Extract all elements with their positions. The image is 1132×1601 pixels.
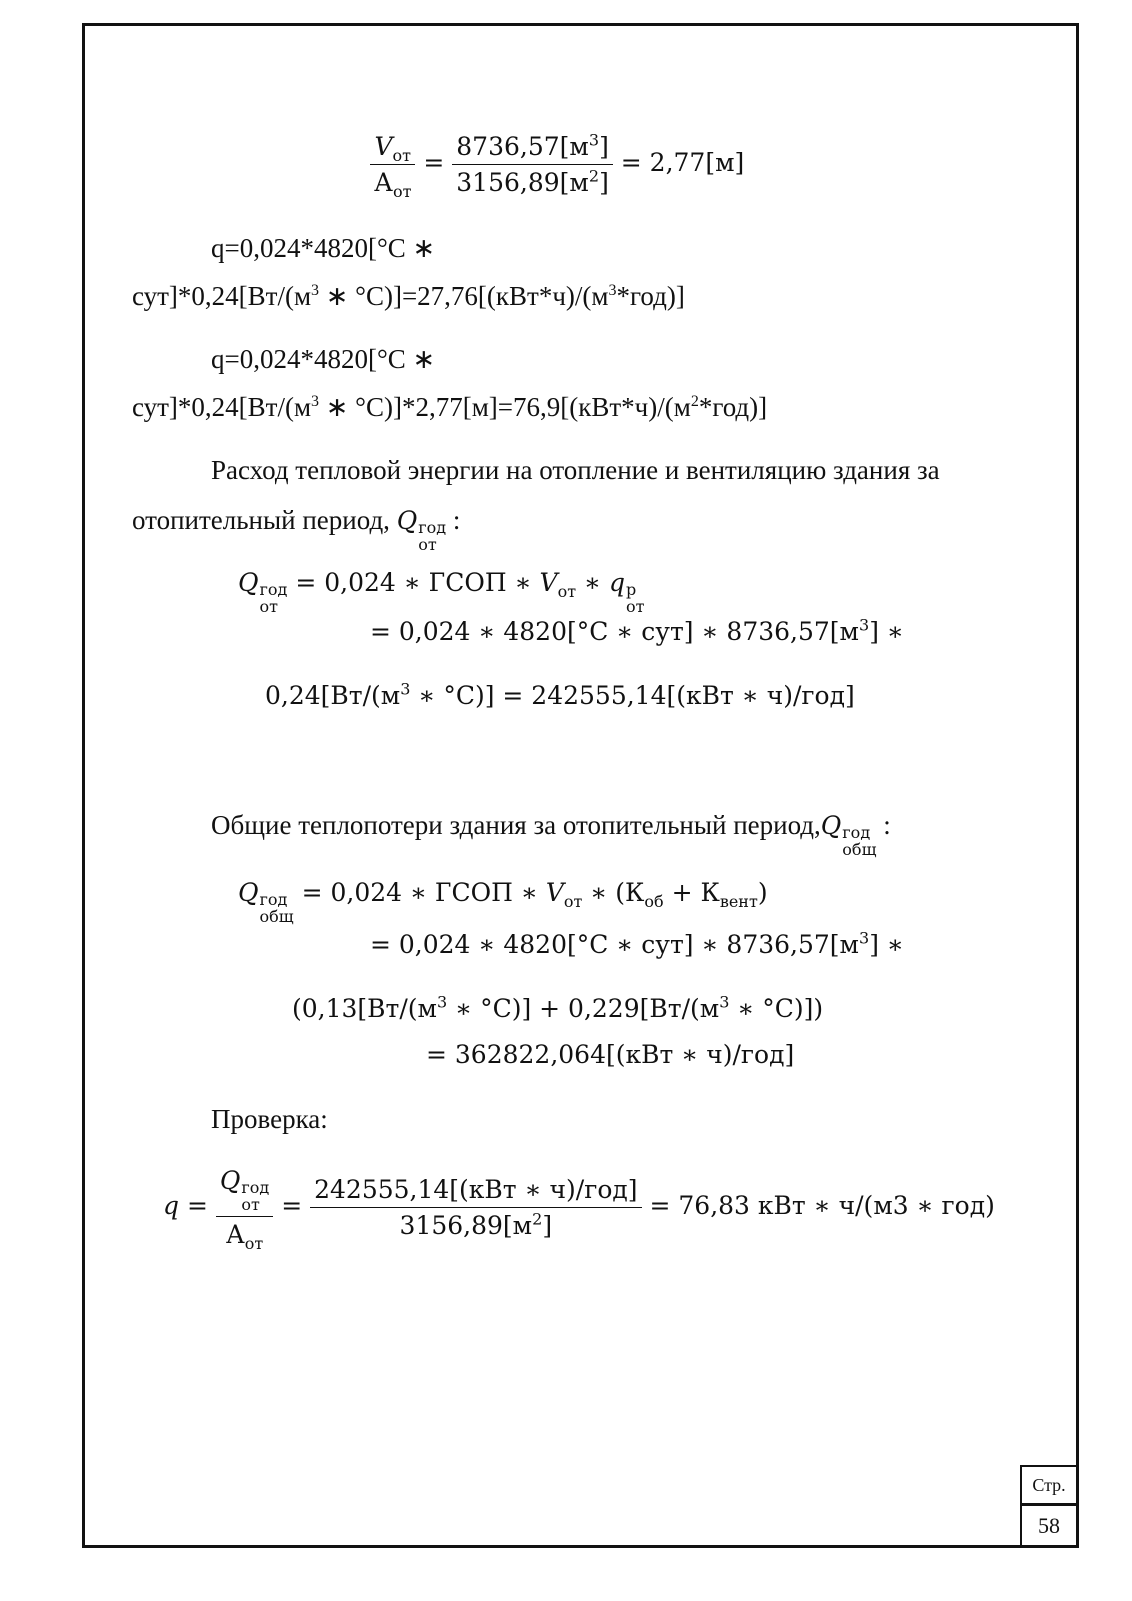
- text-part: :: [876, 810, 891, 840]
- text-part: + К: [663, 878, 720, 907]
- text-part: Общие теплопотери здания за отопительный период,: [211, 810, 821, 840]
- paragraph-heat-consumption-line-2: [132, 505, 460, 553]
- symbol-q: Q: [238, 878, 259, 907]
- page-stamp: [1020, 1465, 1076, 1545]
- superscript: 3: [311, 282, 320, 299]
- subscript: общ: [259, 907, 294, 926]
- equation-qot-line-1: [238, 568, 644, 615]
- equation-qobsh-line-1: [238, 878, 768, 925]
- symbol-v: V: [539, 568, 558, 597]
- superscript: 3: [608, 282, 617, 299]
- subscript: вент: [719, 892, 758, 911]
- symbol-a: А: [374, 168, 393, 197]
- text-part: ∗ °С)] = 242555,14[(кВт ∗ ч)/год]: [410, 681, 855, 710]
- numerator-text: 8736,57[м: [456, 132, 589, 161]
- text-part: = 0,024 ∗ 4820[°С ∗ сут] ∗ 8736,57[м: [370, 617, 860, 646]
- q-formula-1-line-1: q=0,024*4820[°С ∗: [211, 233, 436, 263]
- superscript: год: [259, 580, 288, 599]
- q-formula-1-line-2: [132, 281, 685, 312]
- superscript: 2: [690, 393, 699, 410]
- superscript: 3: [588, 130, 600, 150]
- subscript: от: [563, 892, 583, 911]
- denominator-text: 3156,89[м: [456, 168, 589, 197]
- numerator-tail: ]: [599, 132, 609, 161]
- equation-qot-line-2: [370, 617, 904, 646]
- numerator-text: 242555,14[(кВт ∗ ч)/год]: [310, 1175, 641, 1208]
- symbol-v: V: [374, 132, 393, 161]
- text-part: ∗ °С)]=27,76[(кВт*ч)/(м: [319, 281, 609, 311]
- equation-qobsh-line-2: [370, 930, 904, 959]
- superscript: 2: [532, 1209, 543, 1229]
- text-part: = 0,024 ∗ 4820[°С ∗ сут] ∗ 8736,57[м: [370, 930, 860, 959]
- symbol-q-small: q: [163, 1191, 180, 1220]
- subscript: от: [244, 1234, 264, 1253]
- text-part: ∗: [576, 568, 609, 597]
- text-part: ] ∗: [869, 617, 904, 646]
- symbol-a: А: [225, 1220, 245, 1249]
- subscript: от: [392, 182, 412, 201]
- superscript: год: [842, 823, 871, 842]
- superscript: 3: [859, 928, 870, 948]
- text-part: сут]*0,24[Вт/(м: [132, 281, 312, 311]
- text-part: :: [446, 505, 461, 535]
- fraction-values: [310, 1175, 641, 1240]
- text-part: (0,13[Вт/(м: [292, 994, 437, 1023]
- superscript: 3: [437, 992, 448, 1012]
- text-part: *год)]: [698, 392, 768, 422]
- text-part: ∗ (К: [582, 878, 645, 907]
- superscript: 3: [311, 393, 320, 410]
- subscript: от: [392, 146, 411, 165]
- subscript: от: [259, 597, 278, 616]
- denominator-tail: ]: [599, 168, 609, 197]
- text-part: = 0,024 ∗ ГСОП ∗: [287, 568, 540, 597]
- symbol-q: Q: [820, 811, 842, 840]
- superscript: 3: [719, 992, 730, 1012]
- text-part: отопительный период,: [132, 505, 390, 535]
- page-label: Стр.: [1020, 1465, 1076, 1504]
- paragraph-heat-consumption-line-1: Расход тепловой энергии на отопление и вентиляцию здания за: [211, 455, 940, 485]
- text-part: ∗ °С)] + 0,229[Вт/(м: [447, 994, 720, 1023]
- q-formula-2-line-1: q=0,024*4820[°С ∗: [211, 344, 436, 374]
- equation-result: = 76,83 кВт ∗ ч/(м3 ∗ год): [649, 1191, 995, 1220]
- text-part: сут]*0,24[Вт/(м: [132, 392, 312, 422]
- symbol-q: Q: [396, 506, 418, 535]
- text-part: *год)]: [616, 281, 685, 311]
- superscript: 3: [400, 679, 411, 699]
- equation-volume-area-ratio: [370, 130, 745, 201]
- equation-check: [163, 1166, 995, 1253]
- symbol-q: Q: [219, 1166, 241, 1195]
- text-part: ] ∗: [869, 930, 904, 959]
- paragraph-total-heat-loss: [211, 810, 891, 858]
- equation-qobsh-line-4: = 362822,064[(кВт ∗ ч)/год]: [426, 1040, 795, 1069]
- denominator-text: 3156,89[м: [399, 1211, 533, 1240]
- equation-qobsh-line-3: [292, 994, 823, 1023]
- q-formula-2-line-2: [132, 392, 767, 423]
- equation-qot-line-3: [265, 681, 855, 710]
- subscript: от: [241, 1195, 260, 1214]
- subscript: от: [557, 582, 577, 601]
- subscript: от: [626, 597, 645, 616]
- text-part: ∗ °С)]): [729, 994, 824, 1023]
- equation-result: = 2,77[м]: [620, 148, 745, 177]
- text-part: 0,24[Вт/(м: [265, 681, 401, 710]
- text-part: ∗ °С)]*2,77[м]=76,9[(кВт*ч)/(м: [319, 392, 691, 422]
- fraction-v-over-a: [370, 132, 415, 201]
- subscript: об: [644, 892, 664, 911]
- superscript: год: [241, 1178, 270, 1197]
- superscript: 3: [859, 615, 870, 635]
- subscript: от: [418, 535, 437, 554]
- symbol-v: V: [545, 878, 564, 907]
- equals-sign: =: [423, 148, 445, 177]
- symbol-q-small: q: [608, 568, 625, 597]
- equals-sign: =: [281, 1191, 303, 1220]
- superscript: р: [626, 580, 637, 599]
- check-label: Проверка:: [211, 1104, 328, 1134]
- superscript: 2: [588, 166, 600, 186]
- text-part: ): [757, 878, 768, 907]
- fraction-values: [452, 132, 613, 197]
- page-number: 58: [1020, 1504, 1076, 1545]
- superscript: год: [418, 518, 447, 537]
- fraction-q-over-a: [216, 1166, 273, 1253]
- denominator-tail: ]: [542, 1211, 553, 1240]
- text-part: = 0,024 ∗ ГСОП ∗: [293, 878, 546, 907]
- equals-sign: =: [186, 1191, 208, 1220]
- symbol-q: Q: [238, 568, 259, 597]
- subscript: общ: [842, 840, 877, 859]
- superscript: год: [259, 890, 288, 909]
